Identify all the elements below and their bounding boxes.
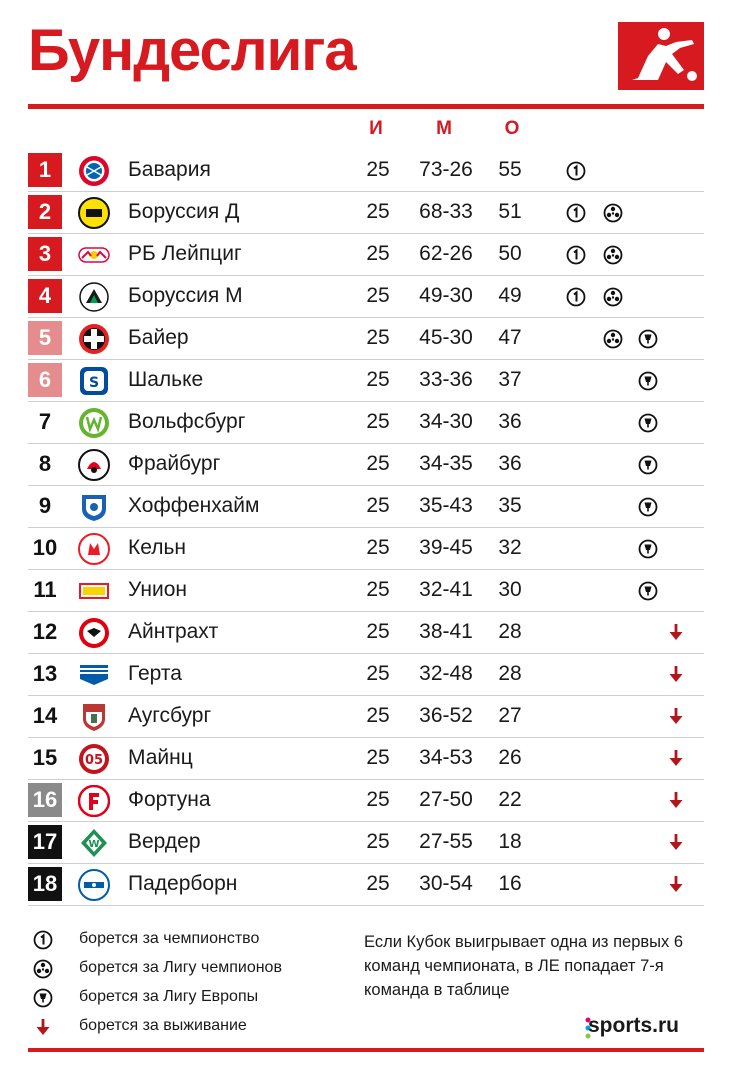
table-row — [28, 696, 704, 738]
goal-difference: 45-30 — [419, 326, 473, 349]
games-played: 25 — [366, 620, 390, 643]
legend-item — [33, 1013, 353, 1042]
legend-label: борется за выживание — [79, 1017, 247, 1034]
hertha-crest — [78, 659, 110, 691]
points: 37 — [498, 368, 522, 391]
goal-difference: 34-35 — [419, 452, 473, 475]
team-name: Падерборн — [128, 872, 238, 895]
champion-icon — [566, 245, 586, 265]
bundesliga-logo — [618, 22, 704, 90]
games-played: 25 — [366, 494, 390, 517]
legend-item — [33, 955, 353, 984]
games-column-header: И — [369, 118, 383, 139]
team-name: Бавария — [128, 158, 211, 181]
hoffenheim-crest — [78, 491, 110, 523]
champions-league-icon — [33, 959, 53, 979]
team-name: Майнц — [128, 746, 193, 769]
table-row — [28, 864, 704, 906]
svg-text:W: W — [88, 839, 100, 850]
rank-badge: 4 — [28, 279, 62, 313]
relegation-arrow-icon — [666, 664, 686, 684]
points: 49 — [498, 284, 522, 307]
freiburg-crest — [78, 449, 110, 481]
rank-badge: 13 — [32, 661, 58, 686]
games-played: 25 — [366, 158, 390, 181]
goal-difference: 34-53 — [419, 746, 473, 769]
table-row — [28, 444, 704, 486]
goal-difference: 34-30 — [419, 410, 473, 433]
page-title: Бундеслига — [28, 18, 356, 83]
team-name: Кельн — [128, 536, 187, 559]
rank-badge: 12 — [32, 619, 58, 644]
team-name: Боруссия М — [128, 284, 243, 307]
fortuna-crest — [78, 785, 110, 817]
team-name: Герта — [128, 662, 182, 685]
table-row — [28, 528, 704, 570]
header-rule — [28, 104, 704, 109]
table-row — [28, 276, 704, 318]
legend-label: борется за чемпионство — [79, 930, 260, 947]
europa-league-icon — [33, 988, 53, 1008]
table-row — [28, 150, 704, 192]
team-name: Вердер — [128, 830, 201, 853]
table-row — [28, 486, 704, 528]
standings-table — [28, 150, 704, 906]
points-column-header: О — [504, 118, 520, 139]
legend — [33, 926, 353, 1042]
goal-difference: 68-33 — [419, 200, 473, 223]
points: 22 — [498, 788, 522, 811]
champion-icon — [566, 161, 586, 181]
points: 55 — [498, 158, 522, 181]
relegation-arrow-icon — [666, 622, 686, 642]
points: 36 — [498, 410, 522, 433]
sports-ru-brand: sports.ru — [588, 1014, 680, 1037]
europa-league-icon — [638, 371, 658, 391]
relegation-arrow-icon — [33, 1017, 53, 1037]
games-played: 25 — [366, 452, 390, 475]
europa-league-icon — [638, 497, 658, 517]
legend-item — [33, 926, 353, 955]
games-played: 25 — [366, 830, 390, 853]
relegation-arrow-icon — [666, 790, 686, 810]
dortmund-crest — [78, 197, 110, 229]
relegation-arrow-icon — [666, 874, 686, 894]
games-played: 25 — [366, 242, 390, 265]
rank-badge: 5 — [28, 321, 62, 355]
games-played: 25 — [366, 410, 390, 433]
europa-league-icon — [638, 413, 658, 433]
rank-badge: 18 — [28, 867, 62, 901]
points: 51 — [498, 200, 522, 223]
team-name: Айнтрахт — [128, 620, 219, 643]
rank-badge: 16 — [28, 783, 62, 817]
points: 26 — [498, 746, 522, 769]
goal-difference: 38-41 — [419, 620, 473, 643]
team-name: Боруссия Д — [128, 200, 240, 223]
europa-league-icon — [638, 581, 658, 601]
team-name: Фрайбург — [128, 452, 221, 475]
relegation-arrow-icon — [666, 832, 686, 852]
rank-badge: 6 — [28, 363, 62, 397]
table-row — [28, 654, 704, 696]
games-played: 25 — [366, 326, 390, 349]
champion-icon — [566, 203, 586, 223]
points: 30 — [498, 578, 522, 601]
svg-text:05: 05 — [84, 753, 104, 768]
goal-difference: 62-26 — [419, 242, 473, 265]
rank-badge: 7 — [38, 409, 52, 434]
team-name: Байер — [128, 326, 189, 349]
points: 27 — [498, 704, 522, 727]
eintracht-crest — [78, 617, 110, 649]
champions-league-icon — [603, 245, 623, 265]
leverkusen-crest — [78, 323, 110, 355]
games-played: 25 — [366, 368, 390, 391]
games-played: 25 — [366, 578, 390, 601]
table-row — [28, 780, 704, 822]
team-name: РБ Лейпциг — [128, 242, 242, 265]
goal-difference: 33-36 — [419, 368, 473, 391]
games-played: 25 — [366, 704, 390, 727]
legend-label: борется за Лигу чемпионов — [79, 959, 282, 976]
champions-league-icon — [603, 287, 623, 307]
augsburg-crest — [78, 701, 110, 733]
points: 32 — [498, 536, 522, 559]
team-name: Шальке — [128, 368, 204, 391]
rank-badge: 3 — [28, 237, 62, 271]
table-row — [28, 192, 704, 234]
goal-difference: 27-55 — [419, 830, 473, 853]
goal-difference: 27-50 — [419, 788, 473, 811]
goals-column-header: М — [436, 118, 452, 139]
koln-crest — [78, 533, 110, 565]
footer-rule — [28, 1048, 704, 1052]
goal-difference: 36-52 — [419, 704, 473, 727]
points: 28 — [498, 620, 522, 643]
table-row — [28, 822, 704, 864]
rank-badge: 2 — [28, 195, 62, 229]
europa-league-icon — [638, 539, 658, 559]
table-row — [28, 360, 704, 402]
champions-league-icon — [603, 329, 623, 349]
team-name: Аугсбург — [128, 704, 212, 727]
table-row — [28, 402, 704, 444]
relegation-arrow-icon — [666, 706, 686, 726]
table-row — [28, 738, 704, 780]
games-played: 25 — [366, 662, 390, 685]
rank-badge: 9 — [38, 493, 52, 518]
games-played: 25 — [366, 746, 390, 769]
points: 50 — [498, 242, 522, 265]
svg-text:S: S — [88, 375, 100, 391]
paderborn-crest — [78, 869, 110, 901]
goal-difference: 30-54 — [419, 872, 473, 895]
table-row — [28, 318, 704, 360]
points: 36 — [498, 452, 522, 475]
schalke-crest — [78, 365, 110, 397]
points: 35 — [498, 494, 522, 517]
rank-badge: 8 — [38, 451, 52, 476]
champion-icon — [33, 930, 53, 950]
gladbach-crest — [78, 281, 110, 313]
team-name: Хоффенхайм — [128, 494, 260, 517]
rank-badge: 11 — [33, 577, 57, 602]
europa-league-icon — [638, 329, 658, 349]
champion-icon — [566, 287, 586, 307]
rank-badge: 10 — [32, 535, 58, 560]
legend-label: борется за Лигу Европы — [79, 988, 259, 1005]
champions-league-icon — [603, 203, 623, 223]
rank-badge: 14 — [32, 703, 58, 728]
games-played: 25 — [366, 200, 390, 223]
team-name: Унион — [128, 578, 188, 601]
team-name: Вольфсбург — [128, 410, 246, 433]
table-row — [28, 234, 704, 276]
points: 47 — [498, 326, 522, 349]
goal-difference: 73-26 — [419, 158, 473, 181]
rank-badge: 15 — [32, 745, 58, 770]
rank-badge: 17 — [28, 825, 62, 859]
legend-item — [33, 984, 353, 1013]
table-row — [28, 612, 704, 654]
goal-difference: 32-48 — [419, 662, 473, 685]
goal-difference: 49-30 — [419, 284, 473, 307]
wolfsburg-crest — [78, 407, 110, 439]
team-name: Фортуна — [128, 788, 211, 811]
goal-difference: 32-41 — [419, 578, 473, 601]
werder-crest — [78, 827, 110, 859]
games-played: 25 — [366, 536, 390, 559]
goal-difference: 35-43 — [419, 494, 473, 517]
cup-note: Если Кубок выигрывает одна из первых 6 команд чемпионата, в ЛЕ попадает 7-я команда в таблице — [364, 933, 684, 999]
games-played: 25 — [366, 788, 390, 811]
games-played: 25 — [366, 284, 390, 307]
points: 18 — [498, 830, 522, 853]
relegation-arrow-icon — [666, 748, 686, 768]
games-played: 25 — [366, 872, 390, 895]
points: 28 — [498, 662, 522, 685]
bayern-crest — [78, 155, 110, 187]
table-row — [28, 570, 704, 612]
mainz-crest — [78, 743, 110, 775]
union-crest — [78, 575, 110, 607]
points: 16 — [498, 872, 522, 895]
leipzig-crest — [78, 239, 110, 271]
europa-league-icon — [638, 455, 658, 475]
goal-difference: 39-45 — [419, 536, 473, 559]
rank-badge: 1 — [28, 153, 62, 187]
